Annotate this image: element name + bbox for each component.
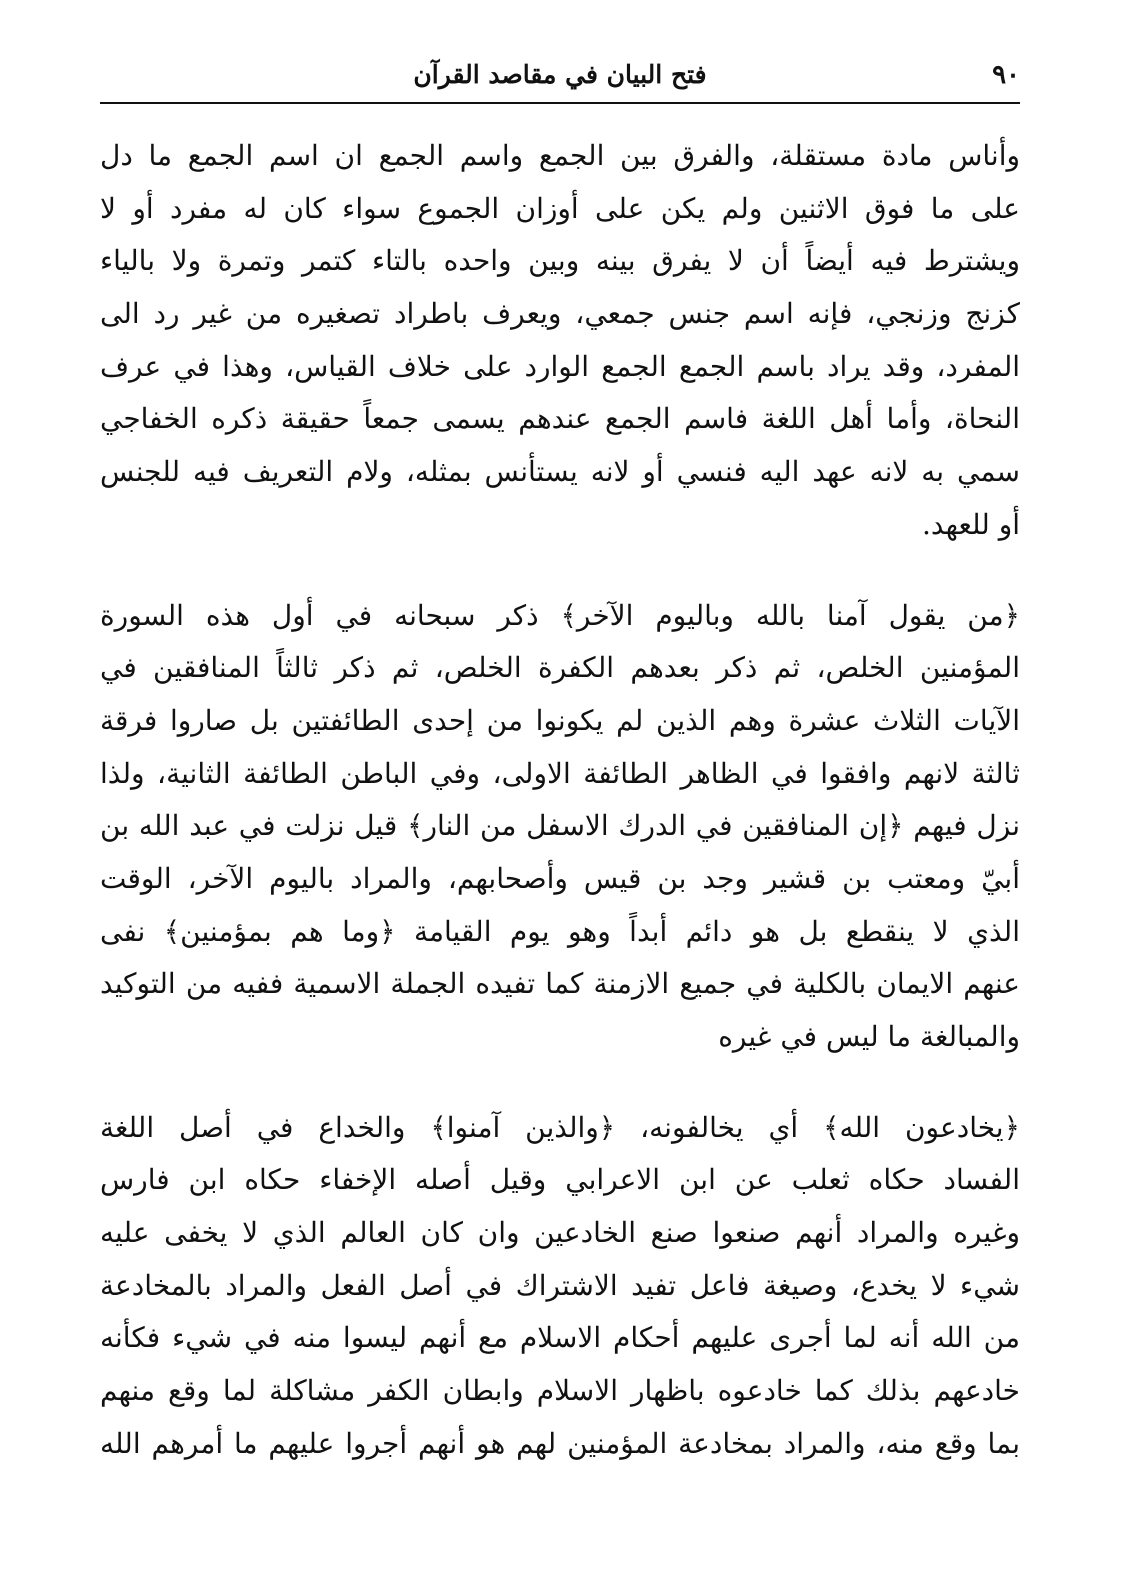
- header-rule: [100, 102, 1020, 104]
- text-line: بما وقع منه، والمراد بمخادعة المؤمنين لهم هو أنهم أجروا عليهم ما أمرهم الله: [100, 1426, 1020, 1460]
- text-line: وغيره والمراد أنهم صنعوا صنع الخادعين وان كان العالم الذي لا يخفى عليه: [100, 1216, 1020, 1250]
- text-line: ﴿من يقول آمنا بالله وباليوم الآخر﴾ ذكر سبحانه في أول هذه السورة: [100, 598, 1020, 632]
- text-line: عنهم الايمان بالكلية في جميع الازمنة كما تفيده الجملة الاسمية ففيه من التوكيد: [100, 967, 1020, 1001]
- text-line: المؤمنين الخلص، ثم ذكر بعدهم الكفرة الخلص، ثم ذكر ثالثاً المنافقين في: [100, 651, 1020, 685]
- text-line: الآيات الثلاث عشرة وهم الذين لم يكونوا من إحدى الطائفتين بل صاروا فرقة: [100, 703, 1020, 737]
- text-line: المفرد، وقد يراد باسم الجمع الجمع الوارد على خلاف القياس، وهذا في عرف: [100, 349, 1020, 383]
- text-line: والمبالغة ما ليس في غيره: [718, 1020, 1020, 1053]
- text-line: ﴿يخادعون الله﴾ أي يخالفونه، ﴿والذين آمنوا﴾ والخداع في أصل اللغة: [100, 1110, 1021, 1144]
- text-line: أبيّ ومعتب بن قشير وجد بن قيس وأصحابهم، والمراد باليوم الآخر، الوقت: [100, 861, 1020, 895]
- text-line: ويشترط فيه أيضاً أن لا يفرق بينه وبين واحده بالتاء كتمر وتمرة ولا بالياء: [100, 244, 1020, 278]
- text-line: الفساد حكاه ثعلب عن ابن الاعرابي وقيل أصله الإخفاء حكاه ابن فارس: [100, 1163, 1020, 1197]
- running-header: [100, 58, 1020, 102]
- text-line: سمي به لانه عهد اليه فنسي أو لانه يستأنس بمثله، ولام التعريف فيه للجنس: [100, 455, 1020, 489]
- paragraph-1: [100, 130, 1020, 552]
- text-line: شيء لا يخدع، وصيغة فاعل تفيد الاشتراك في أصل الفعل والمراد بالمخادعة: [100, 1268, 1021, 1302]
- text-line: وأناس مادة مستقلة، والفرق بين الجمع واسم الجمع ان اسم الجمع ما دل: [100, 139, 1020, 172]
- text-line: الذي لا ينقطع بل هو دائم أبداً وهو يوم القيامة ﴿وما هم بمؤمنين﴾ نفى: [100, 914, 1020, 948]
- running-title: فتح البيان في مقاصد القرآن: [413, 60, 707, 89]
- page-number: ٩٠: [992, 60, 1020, 90]
- text-line: ثالثة لانهم وافقوا في الظاهر الطائفة الاولى، وفي الباطن الطائفة الثانية، ولذا: [100, 756, 1020, 790]
- paragraph-2: [100, 590, 1020, 1064]
- text-line: كزنج وزنجي، فإنه اسم جنس جمعي، ويعرف باطراد تصغيره من غير رد الى: [100, 297, 1020, 331]
- paragraph-3: [100, 1102, 1020, 1471]
- text-line: على ما فوق الاثنين ولم يكن على أوزان الجموع سواء كان له مفرد أو لا: [100, 191, 1020, 225]
- text-line: خادعهم بذلك كما خادعوه باظهار الاسلام وابطان الكفر مشاكلة لما وقع منهم: [100, 1374, 1020, 1408]
- text-line: من الله أنه لما أجرى عليهم أحكام الاسلام مع أنهم ليسوا منه في شيء فكأنه: [100, 1321, 1020, 1355]
- text-line: نزل فيهم ﴿إن المنافقين في الدرك الاسفل من النار﴾ قيل نزلت في عبد الله بن: [100, 809, 1020, 843]
- body-text: [100, 130, 1020, 1471]
- text-line: أو للعهد.: [921, 507, 1020, 541]
- text-line: النحاة، وأما أهل اللغة فاسم الجمع عندهم يسمى جمعاً حقيقة ذكره الخفاجي: [100, 402, 1020, 436]
